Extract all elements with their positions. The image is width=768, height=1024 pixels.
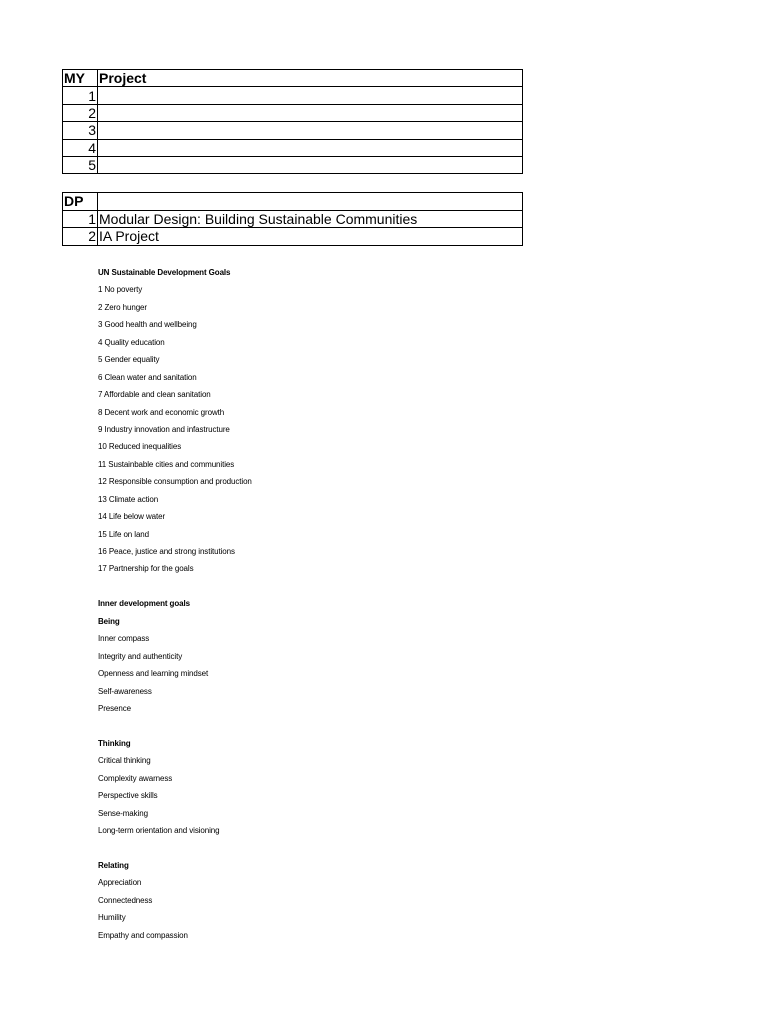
list-item: 10 Reduced inequalities — [98, 442, 182, 452]
row-cell[interactable] — [98, 87, 523, 104]
being-heading: Being — [98, 616, 120, 626]
row-number[interactable]: 2 — [63, 104, 98, 121]
relating-heading: Relating — [98, 860, 129, 870]
row-cell[interactable] — [98, 139, 523, 156]
list-item: 7 Affordable and clean sanitation — [98, 390, 211, 400]
dp-header-label[interactable]: DP — [63, 193, 98, 211]
my-header-title[interactable]: Project — [98, 70, 523, 87]
dp-project-table — [62, 192, 523, 246]
row-number[interactable]: 2 — [63, 228, 98, 246]
table-row — [63, 210, 523, 228]
list-item: Humility — [98, 913, 126, 923]
list-item: 9 Industry innovation and infastructure — [98, 424, 230, 434]
row-cell[interactable] — [98, 122, 523, 139]
row-cell[interactable]: Modular Design: Building Sustainable Communities — [98, 210, 523, 228]
list-item: Long-term orientation and visioning — [98, 826, 220, 835]
my-header-label[interactable]: MY — [63, 70, 98, 87]
row-number[interactable]: 3 — [63, 122, 98, 139]
table-row — [63, 156, 523, 173]
list-item: 12 Responsible consumption and production — [98, 477, 252, 487]
spacer — [98, 578, 252, 595]
row-number[interactable]: 1 — [63, 87, 98, 104]
list-item: 11 Sustainbable cities and communities — [98, 459, 235, 469]
row-cell[interactable] — [98, 104, 523, 121]
row-cell[interactable] — [98, 156, 523, 173]
list-item: Complexity awarness — [98, 773, 173, 783]
list-item: 17 Partnership for the goals — [98, 564, 194, 574]
inner-goals-title: Inner development goals — [98, 599, 190, 609]
list-item: Connectedness — [98, 895, 153, 905]
list-item: Self-awareness — [98, 686, 152, 696]
list-item: Integrity and authenticity — [98, 651, 183, 661]
list-item: Sense-making — [98, 808, 148, 818]
list-item: 2 Zero hunger — [98, 302, 147, 312]
table-row — [63, 87, 523, 104]
spacer — [98, 717, 252, 734]
list-item: 13 Climate action — [98, 494, 159, 504]
row-number[interactable]: 5 — [63, 156, 98, 173]
thinking-heading: Thinking — [98, 738, 131, 748]
table-row — [63, 104, 523, 121]
row-number[interactable]: 4 — [63, 139, 98, 156]
list-item: 5 Gender equality — [98, 355, 160, 365]
table-header-row — [63, 70, 523, 87]
list-item: Presence — [98, 703, 131, 713]
list-item: Critical thinking — [98, 756, 151, 766]
table-row — [63, 139, 523, 156]
list-item: 14 Life below water — [98, 512, 166, 522]
list-item: Inner compass — [98, 634, 150, 644]
row-cell[interactable]: IA Project — [98, 228, 523, 246]
list-item: 3 Good health and wellbeing — [98, 320, 197, 330]
list-item: Perspective skills — [98, 791, 158, 801]
goals-notes — [98, 264, 252, 944]
list-item: 1 No poverty — [98, 285, 143, 295]
list-item: 4 Quality education — [98, 337, 165, 347]
list-item: 16 Peace, justice and strong institutions — [98, 547, 235, 556]
list-item: Empathy and compassion — [98, 930, 188, 940]
spacer — [98, 839, 252, 856]
row-number[interactable]: 1 — [63, 210, 98, 228]
list-item: 15 Life on land — [98, 529, 149, 539]
list-item: 8 Decent work and economic growth — [98, 407, 225, 417]
list-item: Appreciation — [98, 878, 142, 888]
list-item: 6 Clean water and sanitation — [98, 372, 197, 382]
my-project-table — [62, 69, 523, 174]
dp-header-title[interactable] — [98, 193, 523, 211]
table-row — [63, 122, 523, 139]
un-goals-title: UN Sustainable Development Goals — [98, 268, 231, 277]
list-item: Openness and learning mindset — [98, 669, 209, 679]
table-header-row — [63, 193, 523, 211]
table-row — [63, 228, 523, 246]
